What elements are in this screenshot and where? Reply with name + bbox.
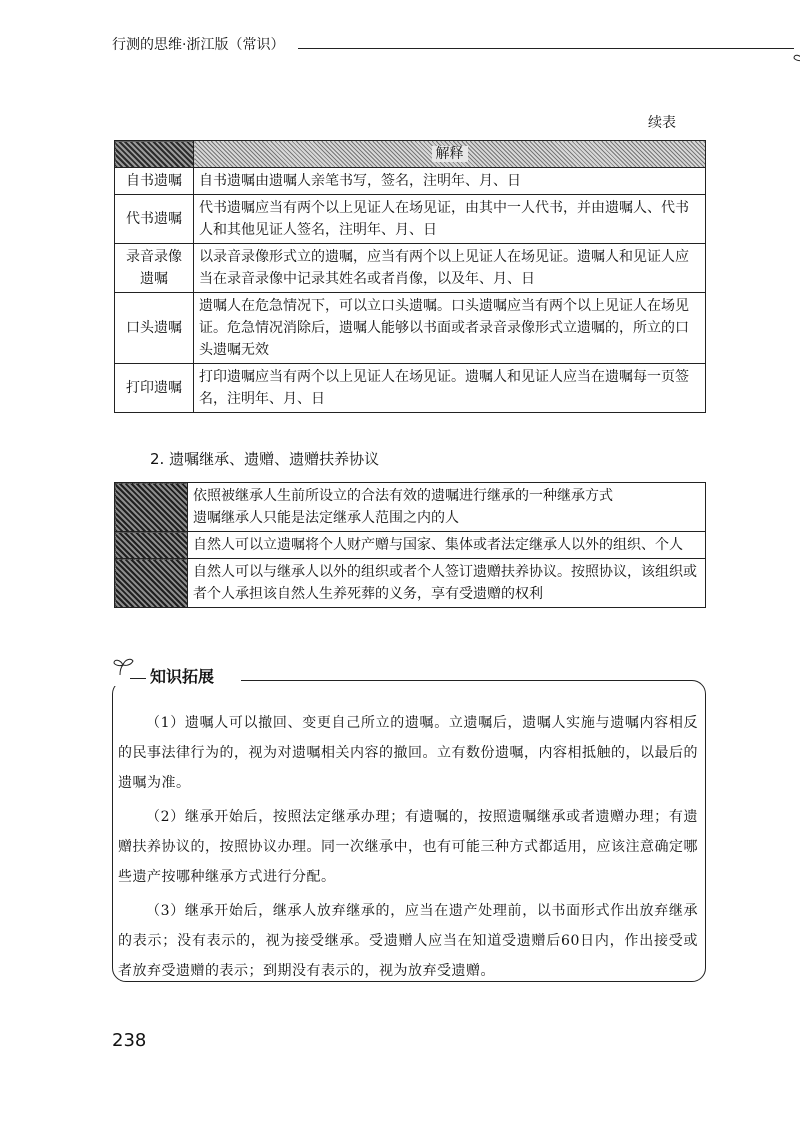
- header-explanation: 解释: [432, 146, 468, 162]
- will-type-desc: 遗嘱人在危急情况下，可以立口头遗嘱。口头遗嘱应当有两个以上见证人在场见证。危急情况消除后，遗嘱人能够以书面或者录音录像形式立遗嘱的，所立的口头遗嘱无效: [194, 293, 706, 364]
- will-type-desc: 代书遗嘱应当有两个以上见证人在场见证，由其中一人代书，并由遗嘱人、代书人和其他见证人签名，注明年、月、日: [194, 195, 706, 244]
- method-label-cell: [115, 483, 188, 532]
- inheritance-methods-table: [114, 482, 706, 608]
- will-type-name: 代书遗嘱: [115, 195, 194, 244]
- section-title: 2. 遗嘱继承、遗赠、遗赠扶养协议: [150, 450, 380, 468]
- method-label-cell: [115, 559, 188, 608]
- table-row: [115, 293, 706, 364]
- method-desc: 依照被继承人生前所设立的合法有效的遗嘱进行继承的一种继承方式 遗嘱继承人只能是法定继承人范围之内的人: [188, 483, 706, 532]
- continued-label: 续表: [648, 115, 676, 131]
- knowledge-paragraph: （3）继承开始后，继承人放弃继承的，应当在遗产处理前，以书面形式作出放弃继承的表示；没有表示的，视为接受继承。受遗赠人应当在知道受遗赠后60日内，作出接受或者放弃受遗赠的表示；到期没有表示的，视为放弃受遗赠。: [118, 903, 698, 979]
- will-type-name: 口头遗嘱: [115, 293, 194, 364]
- method-desc: 自然人可以立遗嘱将个人财产赠与国家、集体或者法定继承人以外的组织、个人: [188, 532, 706, 559]
- header-cell-left: [115, 141, 194, 168]
- header-rule: [298, 48, 794, 49]
- will-type-name: 打印遗嘱: [115, 364, 194, 413]
- will-type-desc: 自书遗嘱由遗嘱人亲笔书写，签名，注明年、月、日: [194, 168, 706, 195]
- page-number: 238: [112, 1030, 147, 1051]
- table-row: [115, 195, 706, 244]
- will-types-table: [114, 140, 706, 413]
- table-header-row: [115, 141, 706, 168]
- table-row: [115, 559, 706, 608]
- table-row: [115, 244, 706, 293]
- sprout-icon: [112, 656, 136, 676]
- will-type-desc: 以录音录像形式立的遗嘱，应当有两个以上见证人在场见证。遗嘱人和见证人应当在录音录像中记录其姓名或者肖像，以及年、月、日: [194, 244, 706, 293]
- header-cell-right: [194, 141, 706, 168]
- knowledge-title: 知识拓展: [150, 667, 215, 686]
- header-title: 行测的思维·浙江版（常识）: [112, 37, 285, 53]
- knowledge-paragraph: （1）遗嘱人可以撤回、变更自己所立的遗嘱。立遗嘱后，遗嘱人实施与遗嘱内容相反的民事法律行为的，视为对遗嘱相关内容的撤回。立有数份遗嘱，内容相抵触的，以最后的遗嘱为准。: [118, 715, 698, 791]
- knowledge-body: [118, 708, 698, 990]
- table-row: [115, 364, 706, 413]
- will-type-name: 自书遗嘱: [115, 168, 194, 195]
- method-label-cell: [115, 532, 188, 559]
- will-type-name: 录音录像遗嘱: [115, 244, 194, 293]
- sprout-icon: [792, 52, 800, 68]
- table-row: [115, 168, 706, 195]
- running-header: [112, 30, 712, 62]
- will-type-desc: 打印遗嘱应当有两个以上见证人在场见证。遗嘱人和见证人应当在遗嘱每一页签名，注明年、月、日: [194, 364, 706, 413]
- table-row: [115, 532, 706, 559]
- table-row: [115, 483, 706, 532]
- knowledge-paragraph: （2）继承开始后，按照法定继承办理；有遗嘱的，按照遗嘱继承或者遗赠办理；有遗赠扶养协议的，按照协议办理。同一次继承中，也有可能三种方式都适用，应该注意确定哪些遗产按哪种继承方式进行分配。: [118, 809, 698, 885]
- method-desc: 自然人可以与继承人以外的组织或者个人签订遗赠扶养协议。按照协议，该组织或者个人承担该自然人生养死葬的义务，享有受遗赠的权利: [188, 559, 706, 608]
